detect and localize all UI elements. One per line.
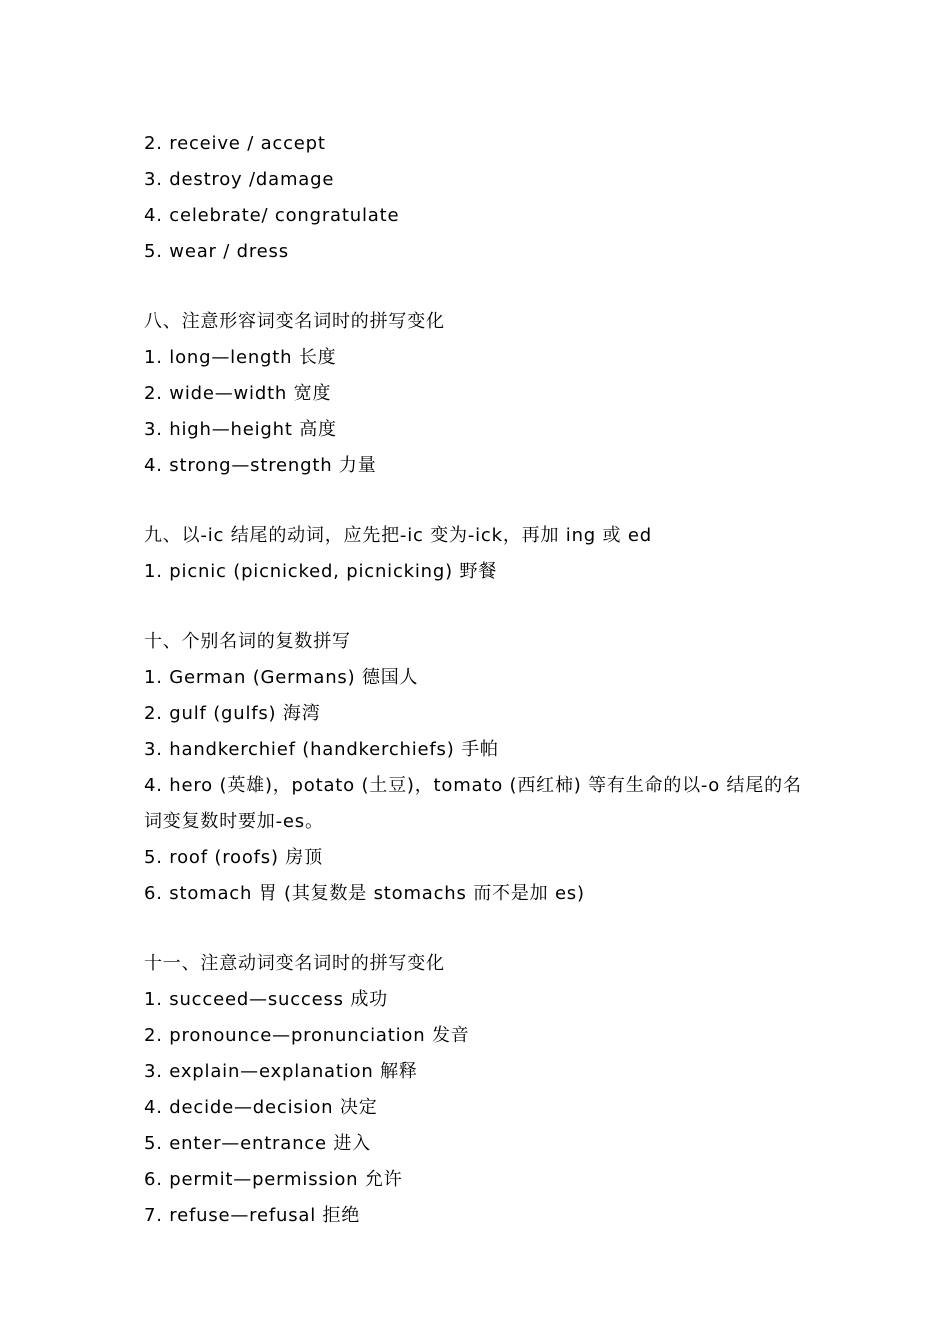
list-item: 1. succeed—success 成功: [144, 989, 388, 1010]
list-item: 5. roof (roofs) 房顶: [144, 847, 323, 868]
section-vii-list: [144, 126, 824, 270]
list-item: 2. receive / accept: [144, 133, 326, 154]
section-heading: 十一、注意动词变名词时的拼写变化: [144, 953, 445, 974]
list-item: 3. destroy /damage: [144, 169, 335, 190]
list-item: 4. celebrate/ congratulate: [144, 205, 400, 226]
list-item: 2. wide—width 宽度: [144, 383, 332, 404]
section-heading: 八、注意形容词变名词时的拼写变化: [144, 311, 445, 332]
list-item: 2. pronounce—pronunciation 发音: [144, 1025, 470, 1046]
list-item: 7. refuse—refusal 拒绝: [144, 1205, 361, 1226]
list-item: 3. handkerchief (handkerchiefs) 手帕: [144, 739, 499, 760]
list-item: 4. strong—strength 力量: [144, 455, 377, 476]
list-item: 1. German (Germans) 德国人: [144, 667, 419, 688]
list-item: 6. stomach 胃 (其复数是 stomachs 而不是加 es): [144, 883, 585, 904]
section-viii: [144, 304, 824, 484]
list-item: 3. high—height 高度: [144, 419, 337, 440]
section-x: [144, 624, 824, 912]
section-ix: [144, 518, 824, 590]
list-item: 2. gulf (gulfs) 海湾: [144, 703, 321, 724]
section-heading: 十、个别名词的复数拼写: [144, 631, 351, 652]
list-item: 4. decide—decision 决定: [144, 1097, 378, 1118]
list-item: 1. picnic (picnicked, picnicking) 野餐: [144, 561, 498, 582]
section-gap: [144, 270, 824, 304]
section-gap: [144, 912, 824, 946]
list-item: 3. explain—explanation 解释: [144, 1061, 418, 1082]
section-heading: 九、以-ic 结尾的动词，应先把-ic 变为-ick，再加 ing 或 ed: [144, 525, 652, 546]
document-page: [144, 126, 824, 1234]
list-item: 5. wear / dress: [144, 241, 289, 262]
list-item: 4. hero (英雄)，potato (土豆)，tomato (西红柿) 等有生命的以-o 结尾的名词变复数时要加-es。: [144, 775, 802, 832]
section-gap: [144, 484, 824, 518]
section-gap: [144, 590, 824, 624]
list-item: 5. enter—entrance 进入: [144, 1133, 371, 1154]
list-item: 6. permit—permission 允许: [144, 1169, 403, 1190]
list-item: 1. long—length 长度: [144, 347, 337, 368]
section-xi: [144, 946, 824, 1234]
